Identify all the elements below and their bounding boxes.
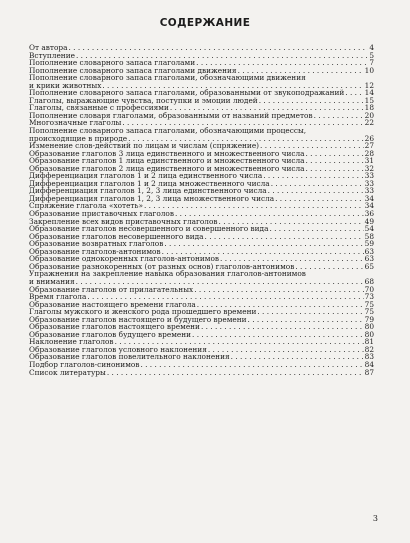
toc-entry-title: Дифференциация глаголов 1, 2, 3 лица множественного числа: [29, 193, 275, 203]
toc-entry-title: Пополнение словарного запаса глаголами: [29, 58, 196, 68]
toc-entry-page: 28: [364, 148, 374, 158]
toc-entry-title: Многозначные глаголы: [29, 118, 122, 128]
toc-entry-title: Спряжение глагола «хотеть»: [29, 201, 143, 211]
toc-entry-title: Образование настоящего времени глагола: [29, 299, 196, 309]
toc-entry-title: Образование глаголов условного наклонения: [29, 344, 207, 354]
toc-entry-title: Глаголы, связанные с профессиями: [29, 103, 169, 113]
toc-entry-title: Дифференциация глаголов 1, 2, 3 лица единственного числа: [29, 186, 267, 196]
toc-entry-title: Глаголы, выражающие чувства, поступки и эмоции людей: [29, 95, 258, 105]
leader-dots: [275, 195, 364, 203]
toc-entry-page: 18: [364, 103, 374, 113]
leader-dots: [192, 331, 364, 339]
leader-dots: [269, 225, 363, 233]
leader-dots: [194, 286, 363, 294]
leader-dots: [69, 44, 369, 52]
toc-entry-title: Образование глаголов 2 лица единственного и множественного числа: [29, 163, 305, 173]
toc-entry-page: 80: [364, 329, 374, 339]
toc-entry-first-line: Пополнение словарного запаса глаголами, обозначающими процессы,: [29, 126, 307, 136]
toc-entry-page: 59: [364, 239, 374, 249]
leader-dots: [314, 112, 364, 120]
toc-entry-title: Образование разнокоренных (от разных основ) глаголов-антонимов: [29, 261, 295, 271]
leader-dots: [257, 308, 363, 316]
toc-entry-page: 20: [364, 110, 374, 120]
leader-dots: [345, 89, 363, 97]
leader-dots: [306, 157, 364, 165]
table-of-contents: [29, 44, 374, 376]
leader-dots: [268, 187, 364, 195]
leader-dots: [306, 165, 364, 173]
toc-entry-page: 33: [364, 186, 374, 196]
toc-entry-title: Образование глаголов 3 лица единственного и множественного числа: [29, 148, 305, 158]
toc-entry-title: и крики животных: [29, 80, 102, 90]
toc-entry-title: Образование глаголов-антонимов: [29, 246, 161, 256]
toc-entry-page: 68: [364, 276, 374, 286]
toc-entry-title: Изменение слов-действий по лицам и числам (спряжение): [29, 141, 260, 151]
leader-dots: [164, 240, 363, 248]
toc-entry-page: 63: [364, 254, 374, 264]
toc-entry-page: 70: [364, 284, 374, 294]
toc-entry-title: происходящие в природе: [29, 133, 128, 143]
toc-entry-page: 4: [369, 43, 374, 52]
toc-entry-page: 32: [364, 163, 374, 173]
toc-entry-page: 33: [364, 178, 374, 188]
toc-entry-page: 33: [364, 171, 374, 181]
leader-dots: [208, 346, 364, 354]
toc-entry-page: 22: [364, 118, 374, 128]
toc-entry-page: 14: [364, 88, 374, 98]
toc-entry-title: Образование глаголов будущего времени: [29, 329, 192, 339]
toc-entry-page: 84: [364, 359, 374, 369]
toc-entry-title: Образование глаголов несовершенного вида: [29, 231, 204, 241]
leader-dots: [231, 353, 364, 361]
toc-entry-title: Закрепление всех видов приставочных глаголов: [29, 216, 218, 226]
toc-entry-page: 75: [364, 299, 374, 309]
leader-dots: [259, 97, 364, 105]
toc-entry-page: 27: [364, 141, 374, 151]
toc-entry-title: Образование глаголов 1 лица единственного и множественного числа: [29, 156, 305, 166]
toc-entry-title: Образование глаголов повелительного наклонения: [29, 352, 230, 362]
toc-entry-page: 75: [364, 307, 374, 317]
toc-entry-page: 12: [364, 80, 374, 90]
toc-entry-page: 34: [364, 201, 374, 211]
toc-entry-title: Пополнение словарного запаса глаголами, образованными от звукоподражаний: [29, 88, 345, 98]
toc-entry-title: Образование однокоренных глаголов-антонимов: [29, 254, 220, 264]
toc-entry-title: Образование глаголов несовершенного и совершенного вида: [29, 224, 269, 234]
toc-entry-page: 87: [364, 367, 374, 377]
toc-entry-page: 82: [364, 344, 374, 354]
toc-entry-title: Дифференциация глаголов 1 и 2 лица множественного числа: [29, 178, 270, 188]
toc-entry-page: 63: [364, 246, 374, 256]
toc-entry-page: 81: [364, 337, 374, 347]
leader-dots: [107, 369, 364, 377]
toc-entry-page: 7: [369, 58, 374, 68]
toc-entry-page: 83: [364, 352, 374, 362]
leader-dots: [205, 233, 364, 241]
toc-entry: [29, 44, 374, 52]
toc-entry-first-line: Упражнения на закрепление навыка образования глаголов-антонимов: [29, 269, 306, 279]
toc-entry-first-line: Пополнение словарного запаса глаголами, обозначающими движения: [29, 73, 306, 83]
toc-entry-title: Список литературы: [29, 367, 106, 377]
leader-dots: [144, 202, 364, 210]
toc-entry-title: Образование глаголов настоящего времени: [29, 322, 200, 332]
toc-entry-title: Образование приставочных глаголов: [29, 209, 174, 219]
toc-entry-title: Время глагола: [29, 292, 87, 302]
toc-entry-page: 65: [364, 261, 374, 271]
page-number: 3: [372, 514, 378, 523]
toc-entry-title: Вступление: [29, 50, 75, 60]
leader-dots: [248, 316, 364, 324]
toc-entry-page: 34: [364, 193, 374, 203]
toc-entry-title: Пополнение словарного запаса глаголами движения: [29, 65, 237, 75]
toc-entry-title: Образование возвратных глаголов: [29, 239, 164, 249]
toc-entry-page: 31: [364, 156, 374, 166]
leader-dots: [263, 172, 363, 180]
toc-entry-title: Образование глаголов от прилагательных: [29, 284, 194, 294]
leader-dots: [201, 323, 364, 331]
toc-entry-page: 79: [364, 314, 374, 324]
toc-entry-page: 58: [364, 231, 374, 241]
toc-entry-title: Глаголы мужского и женского рода прошедшего времени: [29, 307, 257, 317]
toc-entry-title: Образование глаголов настоящего и будущего времени: [29, 314, 247, 324]
toc-entry-title: и внимания: [29, 276, 75, 286]
toc-entry-page: 15: [364, 95, 374, 105]
toc-entry-title: Пополнение словаря глаголами, образованными от названий предметов: [29, 110, 313, 120]
toc-entry-page: 26: [364, 133, 374, 143]
page-title: СОДЕРЖАНИЕ: [159, 17, 251, 29]
toc-entry-title: Дифференциация глаголов 1 и 2 лица единственного числа: [29, 171, 263, 181]
toc-entry-page: 73: [364, 292, 374, 302]
toc-entry: [29, 369, 374, 377]
toc-entry-title: От автора: [29, 43, 68, 52]
toc-entry-page: 49: [364, 216, 374, 226]
leader-dots: [140, 361, 363, 369]
leader-dots: [271, 180, 364, 188]
toc-entry-title: Подбор глаголов-синонимов: [29, 359, 140, 369]
toc-entry-page: 10: [364, 65, 374, 75]
toc-entry-title: Наклонение глаголов: [29, 337, 114, 347]
toc-entry-page: 54: [364, 224, 374, 234]
toc-entry-page: 80: [364, 322, 374, 332]
toc-entry-page: 36: [364, 209, 374, 219]
leader-dots: [306, 150, 364, 158]
toc-entry-page: 5: [369, 50, 374, 60]
